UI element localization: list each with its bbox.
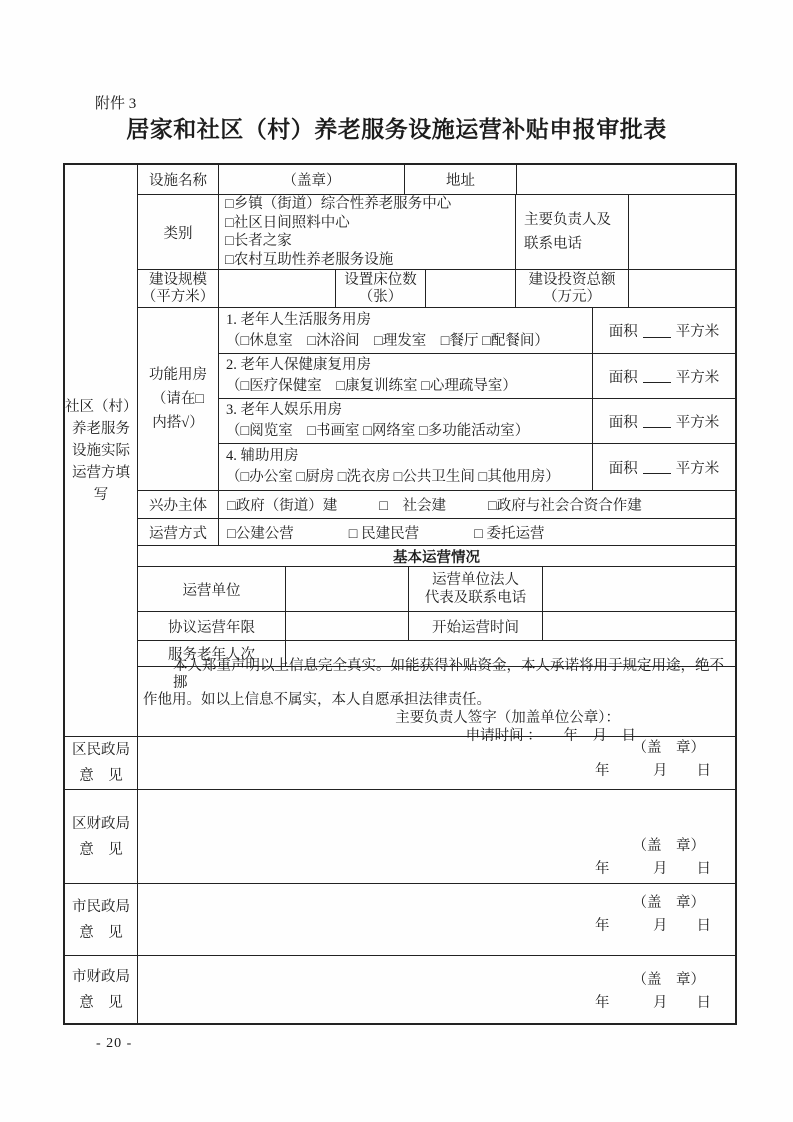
function-room-row	[219, 354, 735, 399]
district-civil-affairs-opinion-row	[65, 737, 735, 790]
operation-mode-label: 运营方式	[138, 519, 219, 545]
area-blank	[643, 414, 671, 428]
function-room-options: （□休息室 □沐浴间 □理发室 □餐厅 □配餐间）	[226, 332, 549, 349]
operation-mode-option: □公建公营	[227, 525, 294, 542]
function-room-title: 4. 辅助用房	[226, 448, 299, 464]
city-finance-label: 市财政局 意 见	[65, 956, 138, 1023]
principal-contact-value-cell	[629, 195, 735, 269]
legal-rep-value-cell	[543, 567, 735, 611]
operation-mode-option: □ 委托运营	[474, 525, 545, 542]
category-option: □长者之家	[225, 233, 292, 249]
agreement-years-row	[138, 612, 735, 641]
construction-scale-value-cell	[219, 270, 336, 307]
investment-value-cell	[629, 270, 735, 307]
principal-contact-label: 主要负责人及 联系电话	[516, 195, 629, 269]
category-option: □社区日间照料中心	[225, 214, 350, 231]
function-room-title: 2. 老年人保健康复用房	[226, 357, 371, 373]
function-rooms-group	[138, 308, 735, 491]
operation-mode-option: □ 民建民营	[348, 525, 420, 542]
city-finance-opinion-cell	[138, 956, 735, 1023]
area-unit: 平方米	[675, 460, 720, 477]
function-room-options: （□办公室 □厨房 □洗衣房 □公共卫生间 □其他用房）	[226, 469, 560, 485]
category-label: 类别	[138, 195, 219, 269]
declaration-line: 作他用。如以上信息不属实，本人自愿承担法律责任。	[143, 692, 491, 708]
page-number: - 20 -	[96, 1036, 133, 1051]
operator-value-cell	[286, 567, 409, 611]
agreement-years-value-cell	[286, 612, 409, 640]
category-option: □乡镇（街道）综合性养老服务中心	[225, 196, 452, 212]
beds-label: 设置床位数 （张）	[336, 270, 426, 307]
area-field	[593, 444, 735, 490]
basic-operation-header: 基本运营情况	[393, 549, 480, 566]
date-placeholder: 年 月 日	[595, 762, 711, 779]
establishment-row	[138, 491, 735, 519]
stamp-note: （盖 章）	[632, 895, 705, 911]
attachment-label: 附件 3	[95, 96, 137, 112]
function-room-row	[219, 444, 735, 490]
address-value-cell	[517, 165, 735, 194]
area-field	[593, 308, 735, 353]
investment-label: 建设投资总额 （万元）	[516, 270, 629, 307]
area-blank	[643, 369, 671, 383]
function-room-options: （□阅览室 □书画室 □网络室 □多功能活动室）	[226, 423, 530, 439]
stamp-note: （盖 章）	[632, 838, 705, 854]
start-time-value-cell	[543, 612, 735, 640]
side-label-line: 养老服务	[72, 420, 130, 437]
application-date-line: 申请时间 ： 年 月 日	[465, 728, 636, 744]
beds-value-cell	[426, 270, 516, 307]
applicant-section	[65, 165, 735, 744]
establishment-options	[219, 491, 735, 518]
side-label-applicant-fills	[65, 165, 138, 736]
district-civil-affairs-opinion-cell	[138, 737, 735, 782]
district-finance-opinion-row	[65, 790, 735, 884]
district-civil-affairs-label: 区民政局 意 见	[65, 737, 138, 789]
operator-row	[138, 567, 735, 612]
start-time-label: 开始运营时间	[409, 612, 543, 640]
basic-operation-header-row	[138, 546, 735, 567]
operation-mode-row	[138, 519, 735, 546]
side-label-line: 设施实际	[72, 442, 130, 459]
city-civil-affairs-opinion-row	[65, 884, 735, 956]
function-rooms-label: 功能用房 （请在□ 内搭√）	[138, 308, 219, 490]
facility-stamp-note: （盖章）	[219, 165, 405, 194]
function-room-row	[219, 399, 735, 444]
area-field	[593, 399, 735, 443]
establishment-option: □ 社会建	[379, 498, 447, 514]
district-finance-label: 区财政局 意 见	[65, 790, 138, 883]
facility-name-label: 设施名称	[138, 165, 219, 194]
area-unit: 平方米	[675, 324, 720, 340]
stamp-note: （盖 章）	[632, 739, 705, 756]
declaration-line: 本人郑重声明以上信息完全真实。如能获得补贴资金，本人承诺将用于规定用途，绝不挪	[173, 658, 724, 691]
establishment-option: □政府（街道）建	[227, 498, 338, 514]
function-room-options: （□医疗保健室 □康复训练室 □心理疏导室）	[226, 378, 517, 394]
area-label: 面积	[608, 369, 638, 386]
function-room-title: 3. 老年人娱乐用房	[226, 402, 342, 418]
category-options	[219, 195, 516, 269]
operation-mode-options	[219, 519, 735, 545]
side-label-line: 写	[93, 486, 109, 503]
function-room-title: 1. 老年人生活服务用房	[226, 311, 371, 328]
form-title: 居家和社区（村）养老服务设施运营补贴申报审批表	[126, 117, 667, 142]
area-label: 面积	[608, 414, 638, 431]
legal-rep-label: 运营单位法人 代表及联系电话	[409, 567, 543, 611]
area-unit: 平方米	[675, 414, 720, 431]
operator-label: 运营单位	[138, 567, 286, 611]
area-label: 面积	[608, 324, 638, 340]
signature-line: 主要负责人签字（加盖单位公章）：	[395, 710, 620, 726]
area-field	[593, 354, 735, 398]
function-room-row	[219, 308, 735, 354]
city-civil-affairs-label: 市民政局 意 见	[65, 884, 138, 955]
area-blank	[643, 460, 671, 474]
establishment-label: 兴办主体	[138, 491, 219, 518]
date-placeholder: 年 月 日	[595, 995, 711, 1011]
district-finance-opinion-cell	[138, 790, 735, 883]
date-placeholder: 年 月 日	[595, 918, 711, 934]
construction-scale-row	[138, 270, 735, 308]
address-label: 地址	[405, 165, 517, 194]
area-blank	[643, 324, 671, 338]
category-option: □农村互助性养老服务设施	[225, 251, 394, 268]
stamp-note: （盖 章）	[632, 972, 705, 988]
area-unit: 平方米	[675, 369, 720, 386]
construction-scale-label: 建设规模 （平方米）	[138, 270, 219, 307]
facility-name-row	[138, 165, 735, 195]
side-label-line: 社区（村）	[65, 398, 138, 415]
agreement-years-label: 协议运营年限	[138, 612, 286, 640]
application-form-table	[63, 163, 737, 1025]
city-civil-affairs-opinion-cell	[138, 884, 735, 955]
declaration-row	[138, 658, 735, 744]
date-placeholder: 年 月 日	[595, 861, 711, 877]
side-label-line: 运营方填	[72, 464, 130, 481]
declaration-text	[138, 658, 735, 744]
area-label: 面积	[608, 460, 638, 477]
city-finance-opinion-row	[65, 956, 735, 1023]
establishment-option: □政府与社会合资合作建	[488, 498, 642, 514]
served-count-label: 服务老年人次	[138, 641, 286, 666]
category-row	[138, 195, 735, 270]
